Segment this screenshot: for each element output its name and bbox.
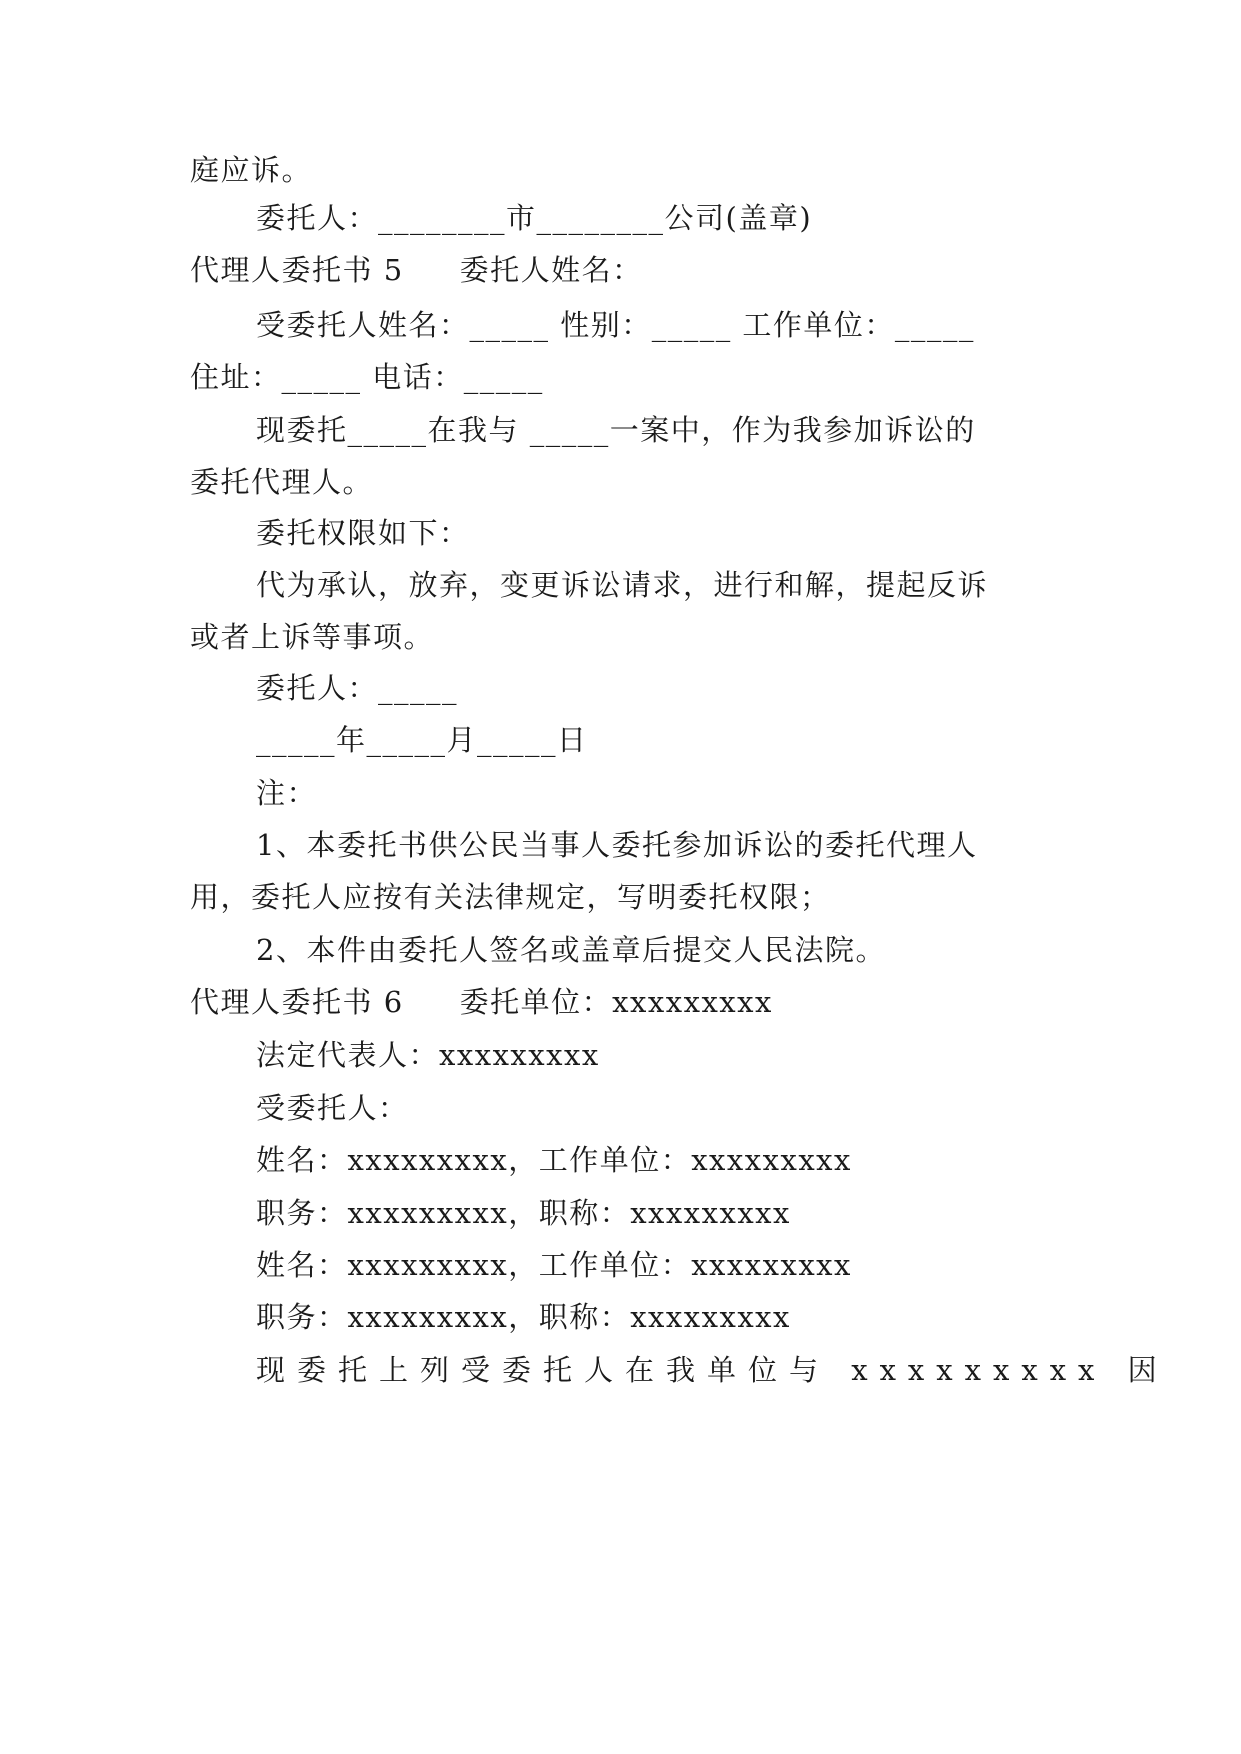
principal-company-line: 委托人：________市________公司(盖章) xyxy=(256,201,813,235)
note-item-1-cont: 用，委托人应按有关法律规定，写明委托权限； xyxy=(190,880,831,914)
text-line: 现委托上列受委托人在我单位与 xxxxxxxxx 因 xyxy=(256,1353,1169,1387)
principal-name-label: 委托人姓名： xyxy=(459,253,643,287)
note-label: 注： xyxy=(256,776,318,810)
agent-2-title-line: 职务：xxxxxxxxx，职称：xxxxxxxxx xyxy=(256,1300,791,1334)
agent-2-name-line: 姓名：xxxxxxxxx，工作单位：xxxxxxxxx xyxy=(256,1248,852,1282)
address-phone-line: 住址：_____ 电话：_____ xyxy=(190,360,544,394)
section-title: 代理人委托书 5 xyxy=(190,253,404,287)
note-item-1: 1、本委托书供公民当事人委托参加诉讼的委托代理人 xyxy=(256,828,978,862)
agent-1-name-line: 姓名：xxxxxxxxx，工作单位：xxxxxxxxx xyxy=(256,1143,852,1177)
principal-unit-label: 委托单位：xxxxxxxxx xyxy=(459,985,773,1019)
principal-signature-line: 委托人：_____ xyxy=(256,671,459,705)
section-title: 代理人委托书 6 xyxy=(190,985,404,1019)
agent-info-line: 受委托人姓名：_____ 性别：_____ 工作单位：_____ xyxy=(256,308,975,342)
text-line: 现委托_____在我与 _____一案中，作为我参加诉讼的 xyxy=(256,413,976,447)
section-heading-6 xyxy=(190,982,1050,1022)
text-line: 代为承认，放弃，变更诉讼请求，进行和解，提起反诉 xyxy=(256,568,989,602)
text-line: 或者上诉等事项。 xyxy=(190,620,435,654)
text-line: 庭应诉。 xyxy=(190,153,313,187)
legal-representative-line: 法定代表人：xxxxxxxxx xyxy=(256,1038,600,1072)
agent-1-title-line: 职务：xxxxxxxxx，职称：xxxxxxxxx xyxy=(256,1196,791,1230)
date-line: _____年_____月_____日 xyxy=(256,723,588,757)
text-line: 委托权限如下： xyxy=(256,516,470,550)
agents-label: 受委托人： xyxy=(256,1091,409,1125)
note-item-2: 2、本件由委托人签名或盖章后提交人民法院。 xyxy=(256,933,886,967)
text-line: 委托代理人。 xyxy=(190,465,374,499)
section-heading-5 xyxy=(190,250,1050,290)
